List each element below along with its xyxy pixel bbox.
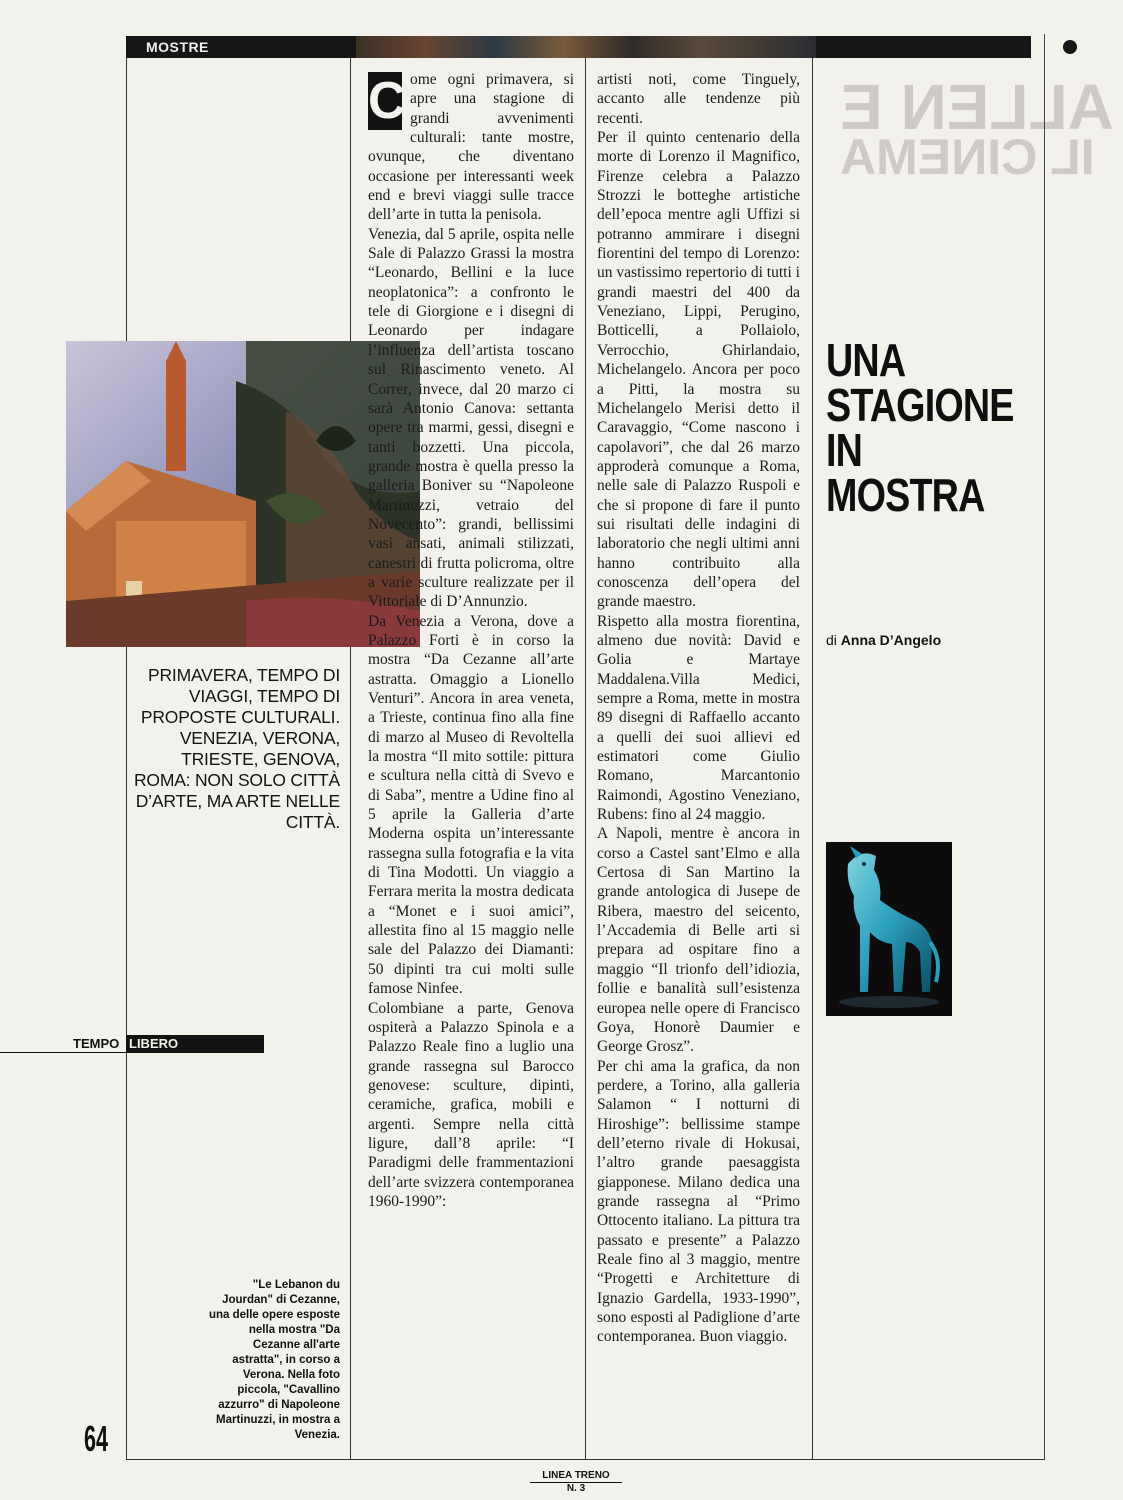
bottom-rule (126, 1459, 1044, 1460)
cavallino-azzurro-photo (826, 842, 952, 1016)
article-paragraph: A Napoli, mentre è ancora in corso a Castel sant’Elmo e alla Certosa di San Martino la grande antologica di Jusepe de Ribera, maestro del seicento, l’Accademia di Belle arti si prepara ad ospitare fino a maggio “Il trionfo dell’idiozia, follie e banalità sull’esistenza europea nelle opere di Francisco Goya, Honorè Daumier e George Grosz”. (597, 825, 800, 1056)
article-column-2 (597, 70, 800, 1347)
article-paragraph: artisti noti, come Tinguely, accanto alle tendenze più recenti. (597, 71, 800, 127)
footer-magazine: LINEA TRENO (542, 1470, 610, 1481)
byline (826, 632, 941, 648)
headline (826, 334, 1014, 521)
bleed-through-headline-2: IL CINEMA (840, 129, 1095, 185)
article-paragraph: Colombiane a parte, Genova ospiterà a Palazzo Spinola e a Palazzo Reale fino a luglio una grande rassegna sul Barocco genovese: sculture, dipinti, ceramiche, grafica, mobili e argenti. Sempre nella città ligure, dall’8 aprile: “I Paradigmi delle frammentazioni dell’arte svizzera contemporanea 1960-1990”: (368, 999, 574, 1210)
drop-cap: C (368, 72, 406, 130)
footer-issue: N. 3 (530, 1482, 622, 1494)
headline-line: IN (826, 424, 863, 476)
headline-line: MOSTRA (826, 469, 985, 521)
section-bar-image-strip (356, 36, 816, 58)
article-paragraph: Venezia, dal 5 aprile, ospita nelle Sale di Palazzo Grassi la mostra “Leonardo, Bellini e la luce neoplatonica”: a confronto le tele di Giorgione e i disegni di Leonardo per indagare l’influenza dell’artista toscano sul Rinascimento veneto. Al Correr, invece, dal 20 marzo ci sarà Antonio Canova: settanta opere tra marmi, gessi, disegni e tanti bozzetti. Una piccola, grande mostra è quella presso la galleria Boniver su “Napoleone Martinuzzi, vetraio del Novecento”: grandi, bellissimi vasi ansati, animali stilizzati, canestri di frutta policroma, oltre a varie sculture realizzate per il Vittoriale di D’Annunzio. (368, 225, 574, 611)
article-paragraph: Rispetto alla mostra fiorentina, almeno due novità: David e Golia e Martaye Maddalena.Villa Medici, sempre a Roma, mette in mostra 89 disegni di Raffaello accanto a quelli dei suoi allievi ed estimatori come Giulio Romano, Marcantonio Raimondi, Agostino Veneziano, Rubens: fino al 24 maggio. (597, 612, 800, 824)
column-rule-3 (812, 58, 813, 1460)
section-label: MOSTRE (146, 39, 209, 55)
cezanne-painting-image (66, 341, 420, 647)
photo-caption: "Le Lebanon du Jourdan" di Cezanne, una delle opere esposte nella mostra "Da Cezanne all'arte astratta", in corso a Verona. Nella foto piccola, "Cavallino azzurro" di Napoleone Martinuzzi, in mostra a Venezia. (208, 1279, 340, 1441)
cavallino-azzurro-image (826, 842, 952, 1016)
footer (530, 1470, 622, 1494)
column-rule-1 (350, 58, 351, 1460)
byline-author: Anna D’Angelo (840, 632, 942, 648)
article-column-1 (368, 70, 574, 1211)
rubric-part-1: TEMPO (73, 1036, 120, 1051)
column-rule-2 (585, 58, 586, 1460)
cezanne-painting (66, 341, 420, 647)
rubric-part-2: LIBERO (126, 1035, 264, 1053)
lead-paragraph: PRIMAVERA, TEMPO DI VIAGGI, TEMPO DI PROPOSTE CULTURALI. VENEZIA, VERONA, TRIESTE, GENOVA, ROMA: NON SOLO CITTÀ D’ARTE, MA ARTE NELLE CITTÀ. (133, 665, 340, 832)
bullet-dot (1063, 40, 1077, 54)
article-paragraph: Per il quinto centenario della morte di Lorenzo il Magnifico, Firenze celebra a Palazzo Strozzi le botteghe artistiche dell’epoca mentre agli Uffizi si potranno ammirare i disegni fiorentini del tempo di Lorenzo: un vastissimo repertorio di tutti i grandi maestri del 400 da Veneziano, Lippi, Perugino, Botticelli, a Pollaiolo, Verrocchio, Ghirlandaio, Michelangelo. Ancora per poco a Pitti, la mostra su Michelangelo Merisi detto il Caravaggio, “Come nascono i capolavori”, che dal 26 marzo approderà comunque a Roma, nelle sale di Palazzo Ruspoli e che si propone di fare il punto sui risultati delle indagini di laboratorio che negli ultimi anni hanno contribuito alla conoscenza dell’opera del grande maestro. (597, 129, 800, 611)
section-bar (126, 36, 1031, 58)
bleed-through-headline: ALLEN E (840, 71, 1114, 143)
headline-line: UNA (826, 334, 906, 386)
page-number: 64 (84, 1418, 109, 1459)
article-paragraph: ome ogni primavera, si apre una stagione di grandi avvenimenti culturali: tante mostre, ovunque, che diventano occasione per interessanti week end e brevi viaggi sulle tracce dell’arte in tutta la penisola. (368, 71, 574, 224)
article-paragraph: Da Venezia a Verona, dove a Palazzo Forti è in corso la mostra “Da Cezanne all’arte astratta. Omaggio a Lionello Venturi”. Ancora in area veneta, a Trieste, continua fino alla fine di marzo al Museo di Revoltella la mostra “Il mito sottile: pittura e scultura nella città di Svevo e di Saba”, mentre a Udine fino al 5 aprile la Galleria d’arte Moderna ospita un’interessante rassegna sulla fotografia e la vita di Tina Modotti. Un viaggio a Ferrara merita la mostra dedicata a “Monet e i suoi amici”, allestita fino al 15 maggio nelle sale del Palazzo dei Diamanti: 50 dipinti tra cui molti sulle famose Ninfee. (368, 612, 574, 998)
rubric-rule (0, 1052, 126, 1053)
headline-line: STAGIONE (826, 379, 1014, 431)
article-paragraph: Per chi ama la grafica, da non perdere, a Torino, alla galleria Salamon “ I notturni di Hiroshige”: bellissime stampe dell’eterno rivale di Hokusai, l’altro grande paesaggista giapponese. Milano dedica una grande rassegna al “Primo Ottocento italiano. La pittura tra passato e presente” a Palazzo Reale fino al 3 maggio, mentre “Progetti e Architetture di Ignazio Gardella, 1933-1990”, sono esposti al Padiglione d’arte contemporanea. Buon viaggio. (597, 1057, 800, 1346)
byline-prefix: di (826, 632, 837, 648)
